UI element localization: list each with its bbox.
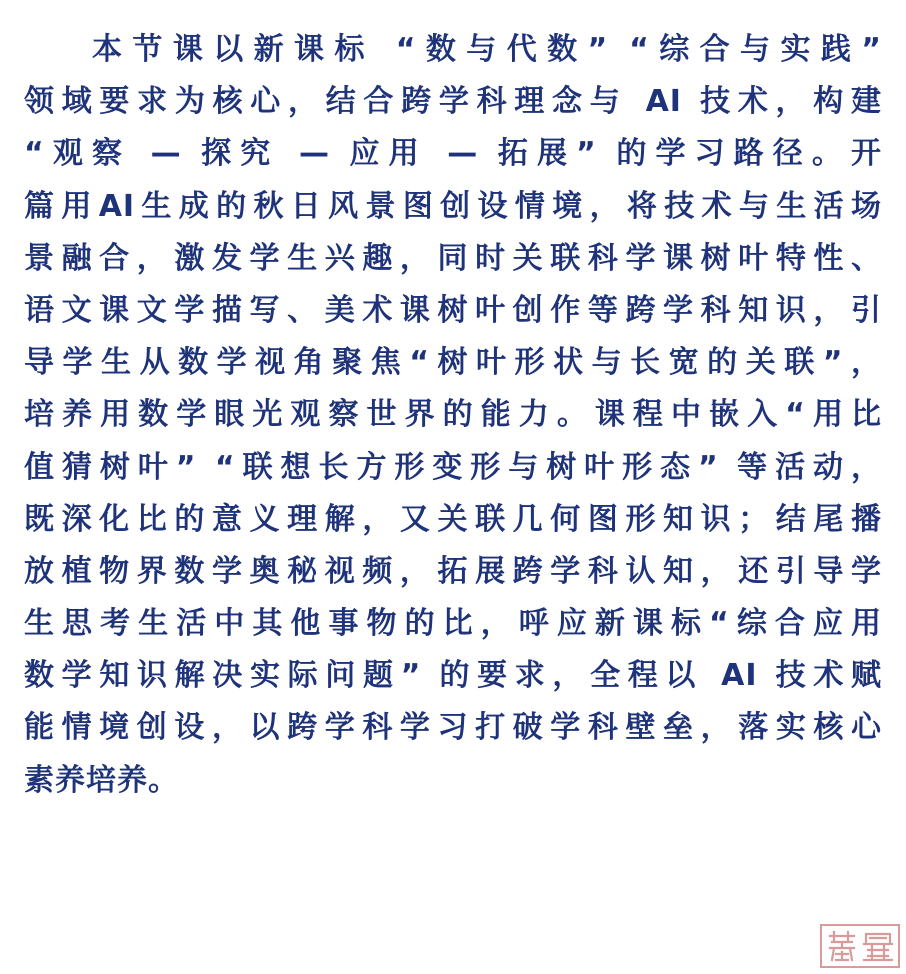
paragraph-line-5: 景融合，激发学生兴趣，同时关联科学课树叶特性、 xyxy=(24,240,882,276)
body-paragraph xyxy=(24,24,882,807)
paragraph-line-13: 数学知识解决实际问题” 的要求，全程以 AI 技术赋 xyxy=(24,658,882,694)
paragraph-line-1: 本节课以新课标 “数与代数” “综合与实践” xyxy=(92,32,882,67)
paragraph-line-14: 能情境创设，以跨学科学习打破学科壁垒，落实核心 xyxy=(24,710,882,746)
paragraph-line-12: 生思考生活中其他事物的比，呼应新课标“综合应用 xyxy=(24,606,882,642)
paragraph-line-10: 既深化比的意义理解，又关联几何图形知识；结尾播 xyxy=(24,501,882,537)
paragraph-line-15: 素养培养。 xyxy=(24,762,179,798)
paragraph-line-11: 放植物界数学奥秘视频，拓展跨学科认知，还引导学 xyxy=(24,553,882,589)
paragraph-line-8: 培养用数学眼光观察世界的能力。课程中嵌入“用比 xyxy=(24,397,882,433)
seal-stamp-glyph xyxy=(824,928,896,964)
paragraph-line-2: 领域要求为核心，结合跨学科理念与 AI 技术，构建 xyxy=(24,84,882,120)
paragraph-line-3: “观察 — 探究 — 应用 — 拓展” 的学习路径。开 xyxy=(24,136,882,172)
seal-stamp-icon xyxy=(820,924,900,968)
paragraph-line-6: 语文课文学描写、美术课树叶创作等跨学科知识，引 xyxy=(24,292,882,328)
paragraph-line-9: 值猜树叶” “联想长方形变形与树叶形态” 等活动， xyxy=(24,449,882,485)
paragraph-line-4: 篇用AI生成的秋日风景图创设情境，将技术与生活场 xyxy=(24,188,882,224)
paragraph-line-7: 导学生从数学视角聚焦“树叶形状与长宽的关联”， xyxy=(24,345,882,381)
